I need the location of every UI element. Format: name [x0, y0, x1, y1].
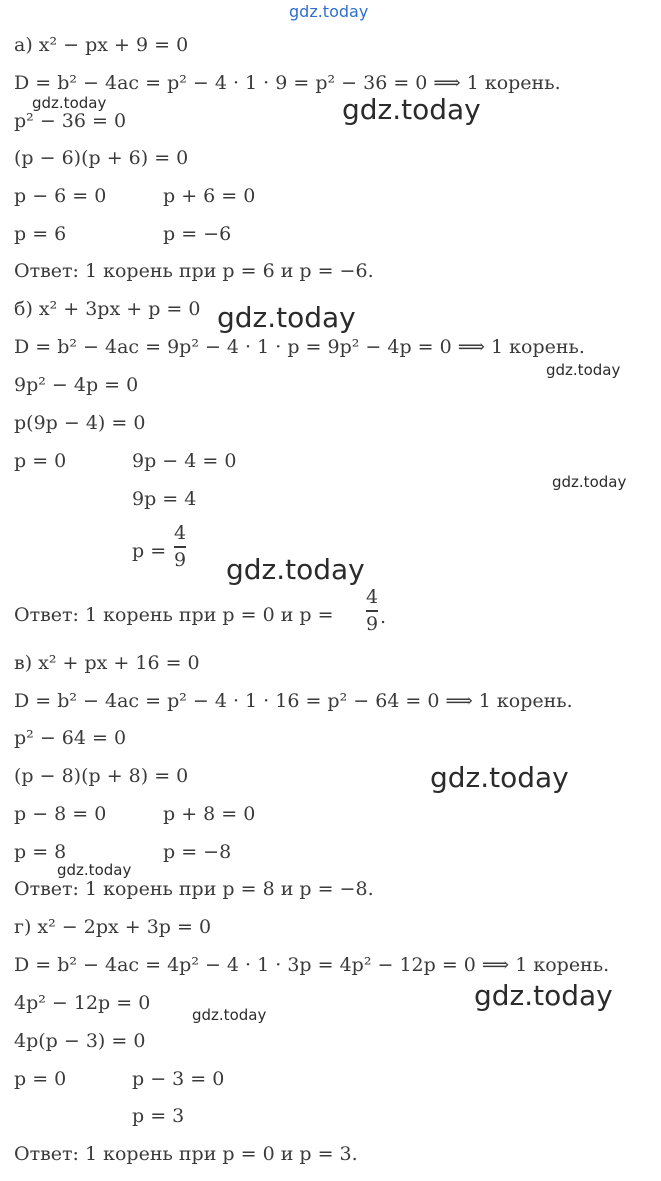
equation-line: p² − 64 = 0	[14, 727, 127, 749]
equation-line: p + 6 = 0	[163, 185, 256, 207]
equation-line: p − 6 = 0	[14, 185, 107, 207]
watermark: gdz.today	[57, 861, 132, 879]
watermark: gdz.today	[430, 761, 569, 794]
fraction-denominator: 9	[366, 612, 379, 635]
fraction-bar	[366, 610, 378, 612]
watermark: gdz.today	[552, 473, 627, 491]
watermark: gdz.today	[546, 361, 621, 379]
watermark: gdz.today	[192, 1006, 267, 1024]
watermark: gdz.today	[474, 979, 613, 1012]
equation-line: p(9p − 4) = 0	[14, 412, 146, 434]
watermark: gdz.today	[289, 2, 369, 21]
fraction-bar	[174, 546, 186, 548]
equation-line: (p − 6)(p + 6) = 0	[14, 147, 189, 169]
equation-line: в) x² + px + 16 = 0	[14, 652, 200, 674]
fraction-numerator: 4	[174, 522, 187, 544]
equation-line: p = 0	[14, 1068, 67, 1090]
equation-line: p − 3 = 0	[132, 1068, 225, 1090]
equation-line: D = b² − 4ac = p² − 4 · 1 · 9 = p² − 36 = 0 ⟹ 1 корень.	[14, 72, 561, 94]
answer-line: Ответ: 1 корень при p = 0 и p = 3.	[14, 1143, 358, 1165]
equation-line: г) x² − 2px + 3p = 0	[14, 916, 212, 938]
fraction	[174, 524, 186, 570]
equation-line: p = −6	[163, 223, 232, 245]
equation-line: а) x² − px + 9 = 0	[14, 34, 189, 56]
fraction-numerator: 4	[366, 586, 379, 608]
equation-line: p = 6	[14, 223, 67, 245]
equation-line: p = −8	[163, 841, 232, 863]
answer-line: Ответ: 1 корень при p = 0 и p =	[14, 604, 334, 626]
equation-line: p = 0	[14, 450, 67, 472]
watermark: gdz.today	[217, 301, 356, 334]
equation-line: 4p² − 12p = 0	[14, 992, 151, 1014]
equation-line: D = b² − 4ac = 9p² − 4 · 1 · p = 9p² − 4p = 0 ⟹ 1 корень.	[14, 336, 585, 358]
answer-line: Ответ: 1 корень при p = 8 и p = −8.	[14, 878, 374, 900]
equation-line: p = 3	[132, 1105, 185, 1127]
equation-line: 4p(p − 3) = 0	[14, 1030, 146, 1052]
answer-line: Ответ: 1 корень при p = 6 и p = −6.	[14, 260, 374, 282]
watermark: gdz.today	[342, 93, 481, 126]
equation-line: 9p = 4	[132, 488, 197, 510]
equation-line: б) x² + 3px + p = 0	[14, 298, 201, 320]
equation-line: p − 8 = 0	[14, 803, 107, 825]
watermark: gdz.today	[226, 553, 365, 586]
equation-line: p =	[132, 540, 167, 562]
equation-line: p = 8	[14, 841, 67, 863]
equation-line: p + 8 = 0	[163, 803, 256, 825]
equation-line: p² − 36 = 0	[14, 110, 127, 132]
equation-line: (p − 8)(p + 8) = 0	[14, 765, 189, 787]
equation-line: 9p − 4 = 0	[132, 450, 237, 472]
answer-period: .	[380, 606, 387, 628]
fraction-denominator: 9	[174, 548, 187, 571]
equation-line: D = b² − 4ac = p² − 4 · 1 · 16 = p² − 64 = 0 ⟹ 1 корень.	[14, 690, 573, 712]
watermark: gdz.today	[32, 94, 107, 112]
fraction	[366, 588, 378, 634]
equation-line: D = b² − 4ac = 4p² − 4 · 1 · 3p = 4p² − 12p = 0 ⟹ 1 корень.	[14, 954, 610, 976]
equation-line: 9p² − 4p = 0	[14, 374, 139, 396]
